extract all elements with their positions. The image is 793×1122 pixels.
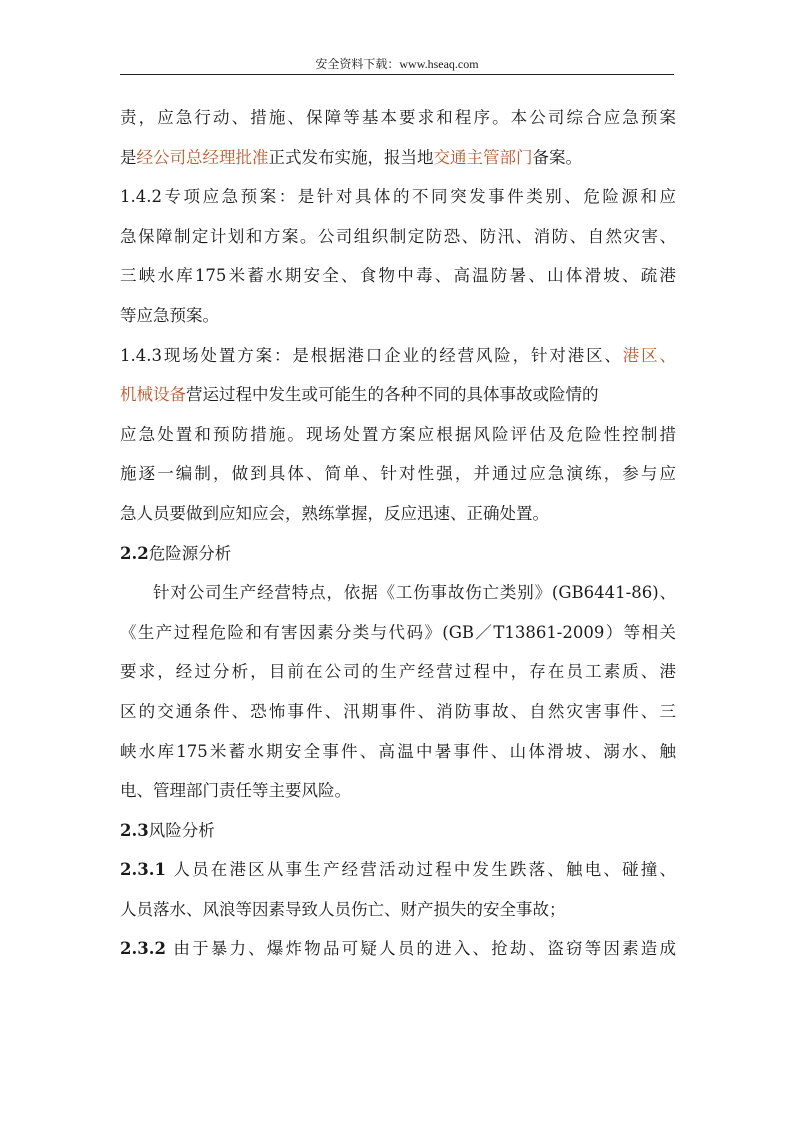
text-span: 区的交通条件、恐怖事件、汛期事件、消防事故、自然灾害事件、三 bbox=[120, 701, 676, 721]
text-span: 《生产过程危险和有害因素分类与代码》(GB／T13861-2009）等相关 bbox=[120, 622, 676, 642]
text-span: 应急处置和预防措施。现场处置方案应根据风险评估及危险性控制措 bbox=[120, 424, 676, 444]
text-span: 施逐一编制，做到具体、简单、针对性强，并通过应急演练，参与应 bbox=[120, 464, 676, 484]
section-1-4-3-line bbox=[120, 336, 676, 376]
text-line bbox=[120, 375, 676, 415]
text-span: 针对公司生产经营特点，依据《工伤事故伤亡类别》(GB6441-86)、 bbox=[153, 583, 676, 603]
text-span: 责，应急行动、措施、保障等基本要求和程序。本公司综合应急预案 bbox=[120, 108, 676, 127]
text-line bbox=[120, 573, 676, 613]
text-line bbox=[120, 613, 676, 653]
text-line bbox=[120, 256, 676, 296]
text-line bbox=[120, 217, 676, 257]
text-line bbox=[120, 98, 676, 138]
highlighted-text: 交通主管部门 bbox=[433, 147, 533, 167]
section-number: 2.3.2 bbox=[120, 939, 166, 959]
text-line bbox=[120, 415, 676, 455]
text-span: 1.4.2专项应急预案：是针对具体的不同突发事件类别、危险源和应 bbox=[120, 187, 676, 207]
text-span: 1.4.3现场处置方案：是根据港口企业的经营风险，针对港区、 bbox=[120, 345, 623, 365]
text-span: 急人员要做到应知应会，熟练掌握，反应迅速、正确处置。 bbox=[120, 503, 549, 523]
section-title: 危险源分析 bbox=[148, 543, 232, 563]
header-divider bbox=[120, 74, 674, 75]
text-span: 营运过程中发生或可能生的各种不同的具体事故或险情的 bbox=[186, 385, 599, 405]
text-span: 正式发布实施，报当地 bbox=[268, 147, 434, 167]
text-line bbox=[120, 138, 676, 178]
section-number: 2.2 bbox=[120, 543, 149, 563]
highlighted-text: 机械设备 bbox=[120, 385, 186, 405]
text-span: 备案。 bbox=[532, 147, 582, 167]
section-heading-2-3 bbox=[120, 811, 676, 851]
text-span: 三峡水库175米蓄水期安全、食物中毒、高温防暑、山体滑坡、疏港 bbox=[120, 266, 676, 286]
text-line bbox=[120, 296, 676, 336]
text-span: 峡水库175米蓄水期安全事件、高温中暑事件、山体滑坡、溺水、触 bbox=[120, 741, 676, 761]
text-line bbox=[120, 494, 676, 534]
text-span: 要求，经过分析，目前在公司的生产经营过程中，存在员工素质、港 bbox=[120, 662, 676, 682]
document-body bbox=[120, 98, 676, 969]
text-span: 电、管理部门责任等主要风险。 bbox=[120, 781, 351, 801]
text-span: 由于暴力、爆炸物品可疑人员的进入、抢劫、盗窃等因素造成 bbox=[165, 939, 676, 959]
highlighted-text: 港区、 bbox=[622, 345, 677, 365]
section-number: 2.3 bbox=[120, 820, 149, 840]
text-span: 人员在港区从事生产经营活动过程中发生跌落、触电、碰撞、 bbox=[165, 860, 676, 880]
text-line bbox=[120, 732, 676, 772]
page-header: 安全资料下载：www.hseaq.com bbox=[315, 57, 479, 71]
text-line bbox=[120, 890, 676, 930]
text-line bbox=[120, 454, 676, 494]
section-number: 2.3.1 bbox=[120, 860, 166, 880]
section-heading-2-2 bbox=[120, 534, 676, 574]
highlighted-text: 经公司总经理批准 bbox=[136, 147, 269, 167]
section-title: 风险分析 bbox=[148, 820, 215, 840]
text-span: 急保障制定计划和方案。公司组织制定防恐、防汛、消防、自然灾害、 bbox=[120, 226, 676, 246]
text-span: 人员落水、风浪等因素导致人员伤亡、财产损失的安全事故； bbox=[120, 899, 566, 919]
text-span: 等应急预案。 bbox=[120, 305, 219, 325]
text-line bbox=[120, 692, 676, 732]
text-line bbox=[120, 771, 676, 811]
section-1-4-2-line bbox=[120, 177, 676, 217]
text-line bbox=[120, 652, 676, 692]
text-span: 是 bbox=[120, 147, 137, 167]
section-2-3-2-line bbox=[120, 929, 676, 969]
section-2-3-1-line bbox=[120, 850, 676, 890]
